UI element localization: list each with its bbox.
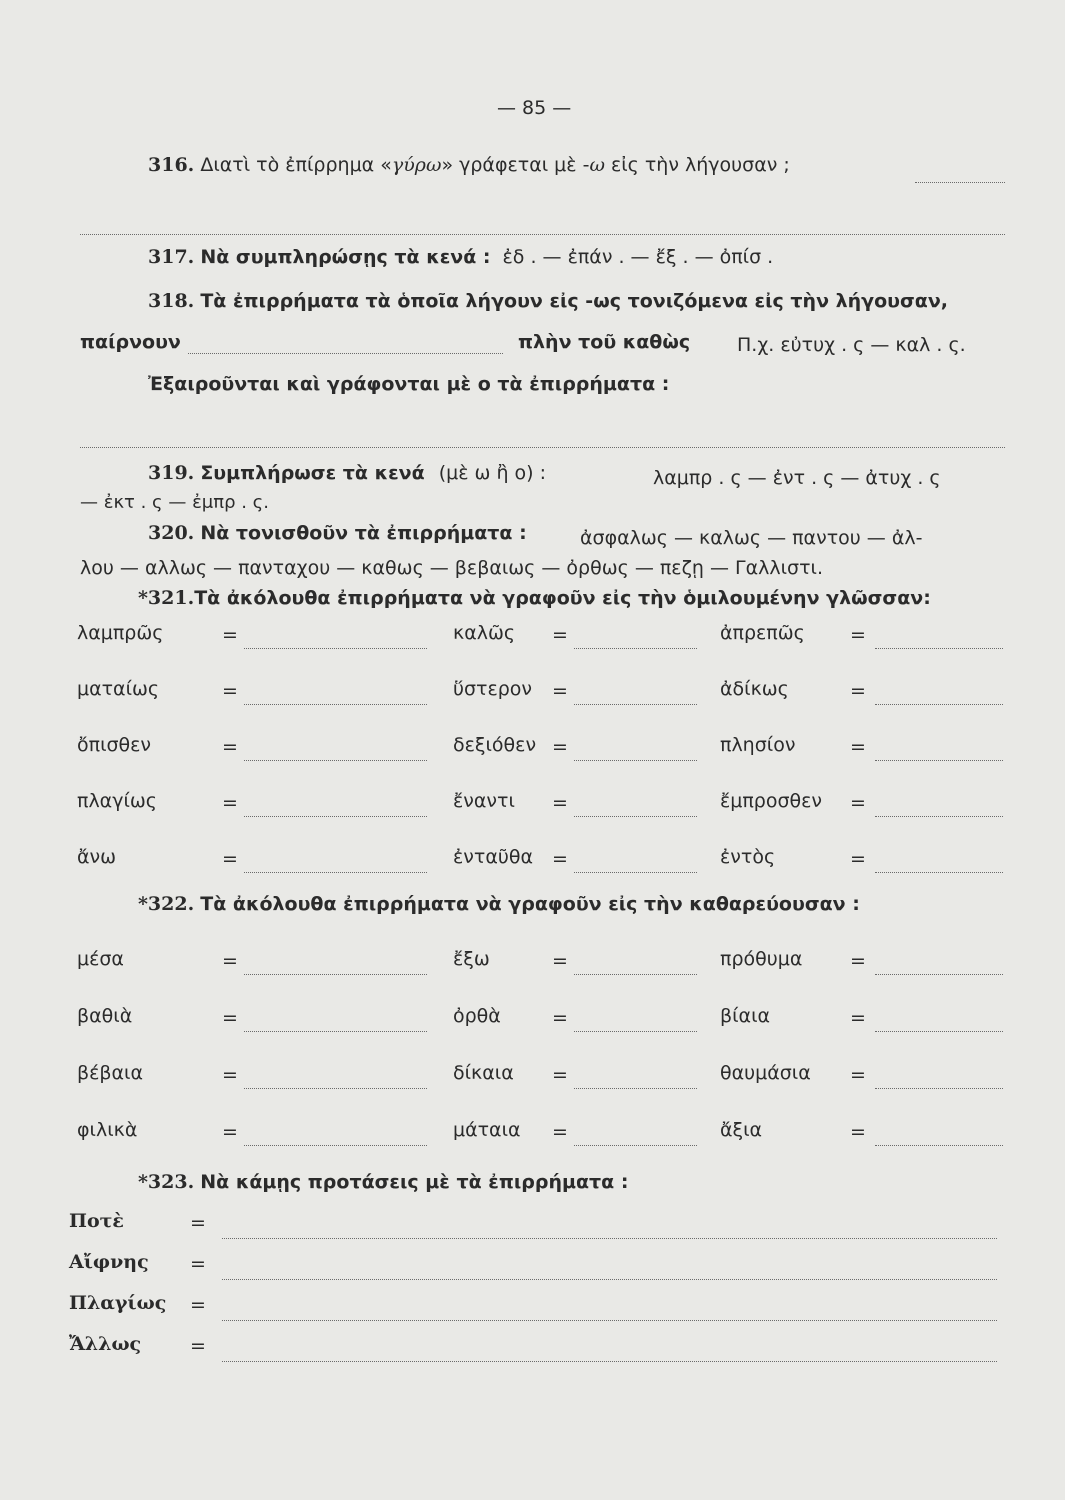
question-322: *322. Τὰ ἀκόλουθα ἐπιρρήματα νὰ γραφοῦν εἰς τὴν καθαρεύουσαν :	[138, 893, 860, 915]
equals-sign: =	[190, 1335, 206, 1357]
question-317: 317. Νὰ συμπληρώσῃς τὰ κενά : ἐδ . — ἐπάν . — ἔξ . — ὀπίσ .	[148, 246, 774, 268]
answer-line[interactable]	[574, 1088, 697, 1089]
equals-sign: =	[850, 1064, 866, 1086]
question-320-items-2: λου — αλλως — πανταχου — καθως — βεβαιως — ὀρθως — πεζῃ — Γαλλιστι.	[80, 557, 824, 579]
adverb-word: δίκαια	[453, 1062, 514, 1084]
question-318-line2-b: πλὴν τοῦ καθὼς	[518, 331, 691, 353]
adverb-word: μέσα	[77, 948, 124, 970]
adverb-word: ὕστερον	[453, 678, 533, 700]
sentence-line[interactable]	[222, 1361, 997, 1362]
adverb-word: πλησίον	[720, 734, 796, 756]
answer-line[interactable]	[574, 1145, 697, 1146]
equals-sign: =	[190, 1294, 206, 1316]
answer-line-318b[interactable]	[80, 447, 1005, 448]
equals-sign: =	[222, 1064, 238, 1086]
answer-line[interactable]	[875, 872, 1003, 873]
equals-sign: =	[552, 736, 568, 758]
question-316: 316. Διατὶ τὸ ἐπίρρημα «γύρω» γράφεται μὲ -ω εἰς τὴν λήγουσαν ;	[148, 154, 790, 176]
equals-sign: =	[222, 848, 238, 870]
answer-line[interactable]	[244, 872, 427, 873]
equals-sign: =	[552, 792, 568, 814]
sentence-line[interactable]	[222, 1279, 997, 1280]
adverb-word: δεξιόθεν	[453, 734, 537, 756]
adverb-word: μάταια	[453, 1119, 521, 1141]
answer-line[interactable]	[875, 974, 1003, 975]
equals-sign: =	[222, 624, 238, 646]
question-318: 318. Τὰ ἐπιρρήματα τὰ ὁποῖα λήγουν εἰς -ως τονιζόμενα εἰς τὴν λήγουσαν,	[148, 290, 949, 312]
adverb-word: ἔξω	[453, 948, 490, 970]
equals-sign: =	[850, 792, 866, 814]
adverb-word: Πλαγίως	[69, 1292, 167, 1314]
equals-sign: =	[222, 736, 238, 758]
answer-line[interactable]	[574, 760, 697, 761]
equals-sign: =	[222, 792, 238, 814]
answer-line[interactable]	[875, 1031, 1003, 1032]
equals-sign: =	[850, 1007, 866, 1029]
question-320-items: ἀσφαλως — καλως — παντου — ἀλ-	[580, 527, 923, 549]
answer-line[interactable]	[244, 704, 427, 705]
answer-line[interactable]	[875, 704, 1003, 705]
answer-line[interactable]	[574, 872, 697, 873]
question-319-items: λαμπρ . ς — ἐντ . ς — ἀτυχ . ς	[653, 467, 941, 489]
adverb-word: βίαια	[720, 1005, 771, 1027]
adverb-word: ἐντὸς	[720, 846, 776, 868]
equals-sign: =	[552, 680, 568, 702]
equals-sign: =	[552, 848, 568, 870]
equals-sign: =	[552, 1121, 568, 1143]
equals-sign: =	[552, 1007, 568, 1029]
adverb-word: βαθιὰ	[77, 1005, 133, 1027]
adverb-word: ὀρθὰ	[453, 1005, 501, 1027]
adverb-word: ἐνταῦθα	[453, 846, 533, 868]
equals-sign: =	[222, 1121, 238, 1143]
equals-sign: =	[190, 1212, 206, 1234]
answer-line[interactable]	[875, 648, 1003, 649]
answer-line[interactable]	[574, 1031, 697, 1032]
answer-line-316b[interactable]	[80, 234, 1005, 235]
equals-sign: =	[850, 1121, 866, 1143]
adverb-word: ἀπρεπῶς	[720, 622, 805, 644]
equals-sign: =	[850, 950, 866, 972]
answer-line[interactable]	[574, 816, 697, 817]
answer-line[interactable]	[574, 648, 697, 649]
answer-line[interactable]	[875, 1088, 1003, 1089]
equals-sign: =	[190, 1253, 206, 1275]
answer-line[interactable]	[574, 974, 697, 975]
question-318-line3: Ἐξαιροῦνται καὶ γράφονται μὲ ο τὰ ἐπιρρήματα :	[148, 373, 670, 395]
page-number: — 85 —	[497, 97, 572, 119]
adverb-word: Ἄλλως	[69, 1333, 142, 1355]
equals-sign: =	[222, 1007, 238, 1029]
adverb-word: λαμπρῶς	[77, 622, 164, 644]
equals-sign: =	[850, 680, 866, 702]
answer-line-318a[interactable]	[188, 353, 503, 354]
adverb-word: Ποτὲ	[69, 1210, 124, 1232]
question-320: 320. Νὰ τονισθοῦν τὰ ἐπιρρήματα :	[148, 522, 527, 544]
question-323: *323. Νὰ κάμῃς προτάσεις μὲ τὰ ἐπιρρήματα :	[138, 1171, 629, 1193]
question-319-items-2: — ἐκτ . ς — ἐμπρ . ς.	[80, 492, 269, 513]
adverb-word: πλαγίως	[77, 790, 157, 812]
sentence-line[interactable]	[222, 1238, 997, 1239]
answer-line[interactable]	[244, 816, 427, 817]
adverb-word: Αἴφνης	[69, 1251, 149, 1273]
answer-line-316a[interactable]	[915, 182, 1005, 183]
equals-sign: =	[552, 624, 568, 646]
adverb-word: βέβαια	[77, 1062, 143, 1084]
answer-line[interactable]	[875, 1145, 1003, 1146]
answer-line[interactable]	[875, 816, 1003, 817]
answer-line[interactable]	[244, 760, 427, 761]
adverb-word: ἀδίκως	[720, 678, 789, 700]
adverb-word: ἄξια	[720, 1119, 763, 1141]
equals-sign: =	[222, 950, 238, 972]
adverb-word: ἄνω	[77, 846, 117, 868]
equals-sign: =	[850, 624, 866, 646]
adverb-word: φιλικὰ	[77, 1119, 138, 1141]
answer-line[interactable]	[244, 648, 427, 649]
adverb-word: ἔμπροσθεν	[720, 790, 823, 812]
equals-sign: =	[850, 736, 866, 758]
answer-line[interactable]	[244, 1145, 427, 1146]
answer-line[interactable]	[875, 760, 1003, 761]
question-318-example: Π.χ. εὐτυχ . ς — καλ . ς.	[737, 334, 966, 356]
equals-sign: =	[850, 848, 866, 870]
question-319: 319. Συμπλήρωσε τὰ κενά (μὲ ω ἢ ο) :	[148, 462, 547, 484]
equals-sign: =	[222, 680, 238, 702]
equals-sign: =	[552, 950, 568, 972]
answer-line[interactable]	[244, 1031, 427, 1032]
adverb-word: πρόθυμα	[720, 948, 803, 970]
adverb-word: ματαίως	[77, 678, 160, 700]
answer-line[interactable]	[244, 1088, 427, 1089]
adverb-word: ὄπισθεν	[77, 734, 152, 756]
answer-line[interactable]	[244, 974, 427, 975]
adverb-word: ἔναντι	[453, 790, 515, 812]
question-321: *321.Τὰ ἀκόλουθα ἐπιρρήματα νὰ γραφοῦν εἰς τὴν ὁμιλουμένην γλῶσσαν:	[138, 587, 931, 609]
sentence-line[interactable]	[222, 1320, 997, 1321]
equals-sign: =	[552, 1064, 568, 1086]
adverb-word: θαυμάσια	[720, 1062, 811, 1084]
question-318-line2-a: παίρνουν	[80, 331, 181, 353]
adverb-word: καλῶς	[453, 622, 516, 644]
answer-line[interactable]	[574, 704, 697, 705]
